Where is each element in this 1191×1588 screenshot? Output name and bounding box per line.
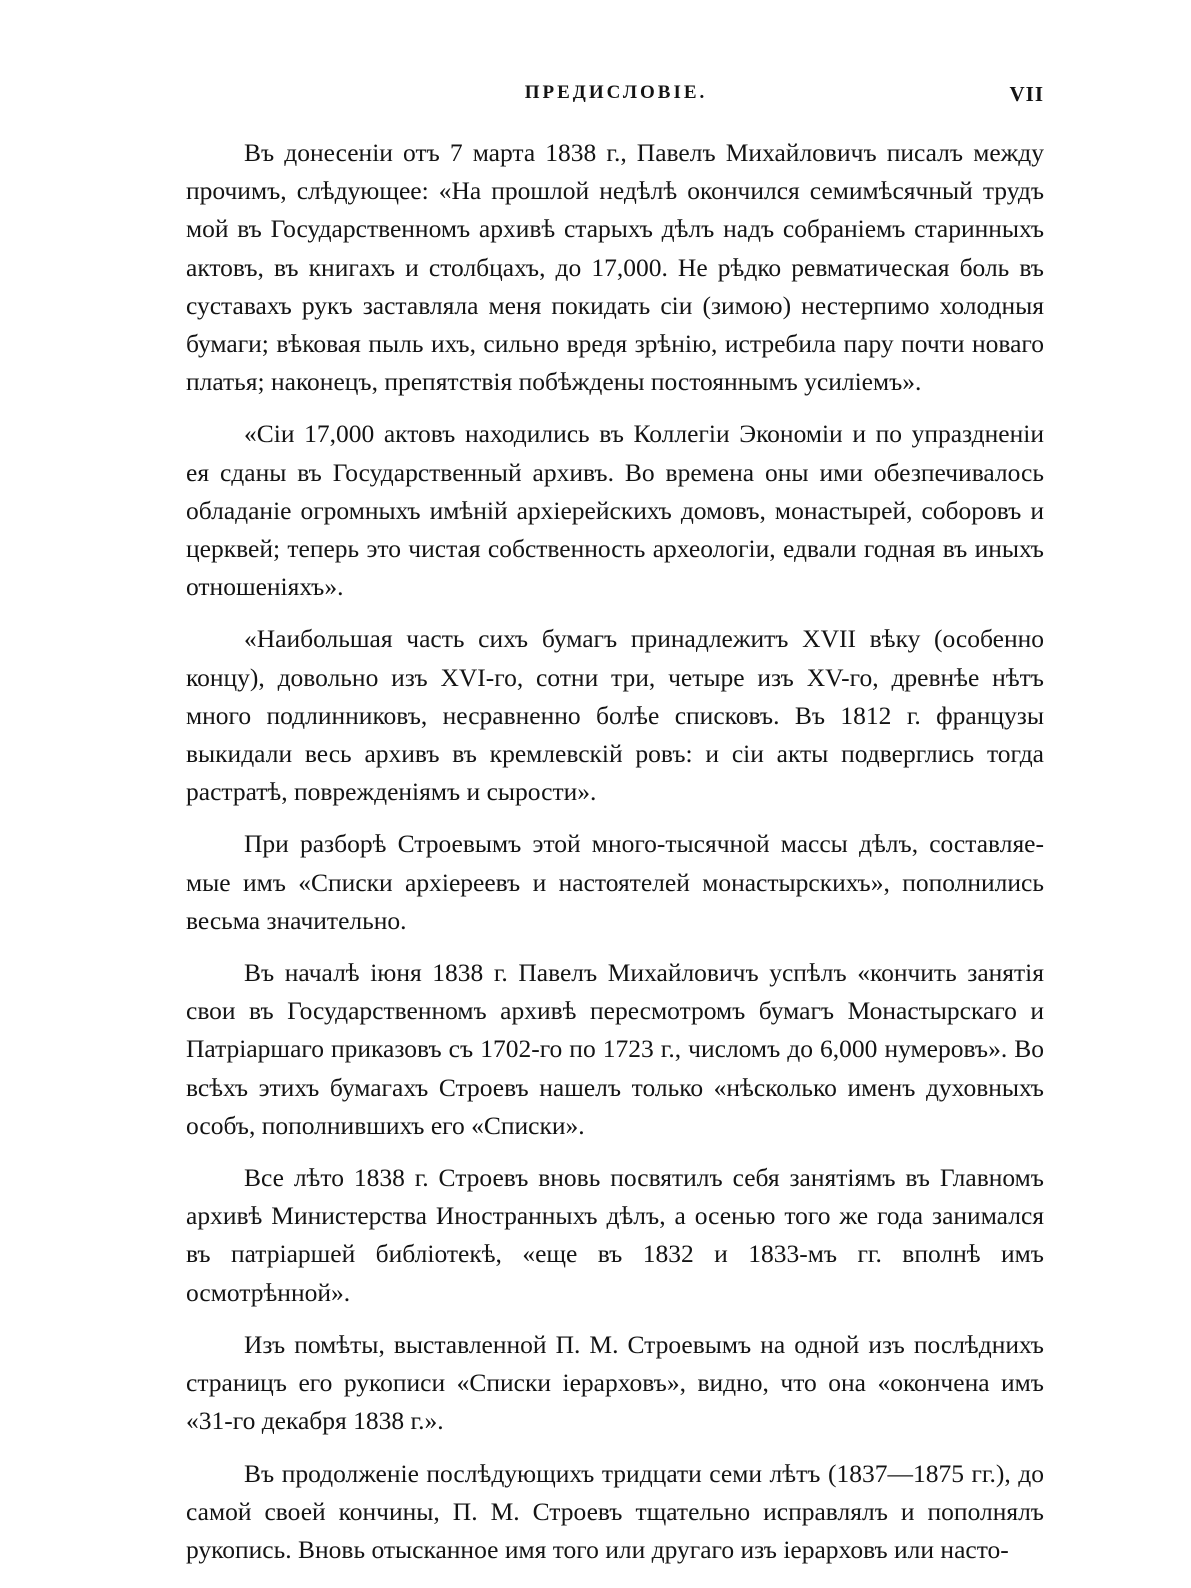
body-text [186,134,1044,1583]
page-number: VII [1009,82,1044,106]
paragraph: «Наибольшая часть сихъ бумагъ принадлежитъ XVII вѣку (особенно концу), довольно изъ XVI-го, сотни три, четыре изъ XV-го, древнѣе нѣтъ много подлинниковъ, несравненно болѣе списковъ. Въ 1812 г. французы выкидали весь архивъ въ кремлевскій ровъ: и сіи акты подверглись тогда растратѣ, поврежденіямъ и сырости». [186,624,1044,807]
paragraph: При разборѣ Строевымъ этой много-тысячной массы дѣлъ, составляемые имъ «Списки архіереевъ и настоятелей монастырскихъ», пополнились весьма значительно. [186,829,1044,935]
paragraph: Изъ помѣты, выставленной П. М. Строевымъ на одной изъ послѣднихъ страницъ его рукописи «Списки іерарховъ», видно, что она «окончена имъ «31-го декабря 1838 г.». [186,1329,1044,1436]
paragraph: Въ продолженіе послѣдующихъ тридцати семи лѣтъ (1837—1875 гг.), до самой своей кончины, П. М. Строевъ тщательно исправлялъ и пополнялъ рукопись. Вновь отысканное имя того или другаго изъ іерарховъ или насто- [186,1458,1044,1564]
paragraph: «Сіи 17,000 актовъ находились въ Коллегіи Экономіи и по упраздненіи ея сданы въ Государственный архивъ. Во времена оны ими обезпечивалось обладаніе огромныхъ имѣній архіерейскихъ домовъ, монастырей, соборовъ и церквей; теперь это чистая собственность археологіи, едвали годная въ иныхъ отношеніяхъ». [186,419,1044,602]
running-head [188,82,1044,122]
paragraph: Въ донесеніи отъ 7 марта 1838 г., Павелъ Михайловичъ писалъ между прочимъ, слѣдующее: «На прошлой недѣлѣ окончился семимѣсячный трудъ мой въ Государственномъ архивѣ старыхъ дѣлъ надъ собраніемъ старинныхъ актовъ, въ книгахъ и столбцахъ, до 17,000. Не рѣдко ревматическая боль въ суставахъ рукъ заставляла меня покидать сіи (зимою) нестерпимо холодныя бумаги; вѣковая пыль ихъ, сильно вредя зрѣнію, истребила пару почти новаго платья; наконецъ, препятствія побѣждены постояннымъ усиліемъ». [186,138,1044,397]
paragraph: Все лѣто 1838 г. Строевъ вновь посвятилъ себя занятіямъ въ Главномъ архивѣ Министерства Иностранныхъ дѣлъ, а осенью того же года занимался въ патріаршей библіотекѣ, «еще въ 1832 и 1833-мъ гг. вполнѣ имъ осмотрѣнной». [186,1163,1044,1307]
paragraph: Въ началѣ іюня 1838 г. Павелъ Михайловичъ успѣлъ «кончить занятія свои въ Государственномъ архивѣ пересмотромъ бумагъ Монастырскаго и Патріаршаго приказовъ съ 1702-го по 1723 г., числомъ до 6,000 нумеровъ». Во всѣхъ этихъ бумагахъ Строевъ нашелъ только «нѣсколько именъ духовныхъ особъ, пополнившихъ его «Списки». [186,958,1044,1140]
running-head-title: ПРЕДИСЛОВІЕ. [524,82,708,103]
